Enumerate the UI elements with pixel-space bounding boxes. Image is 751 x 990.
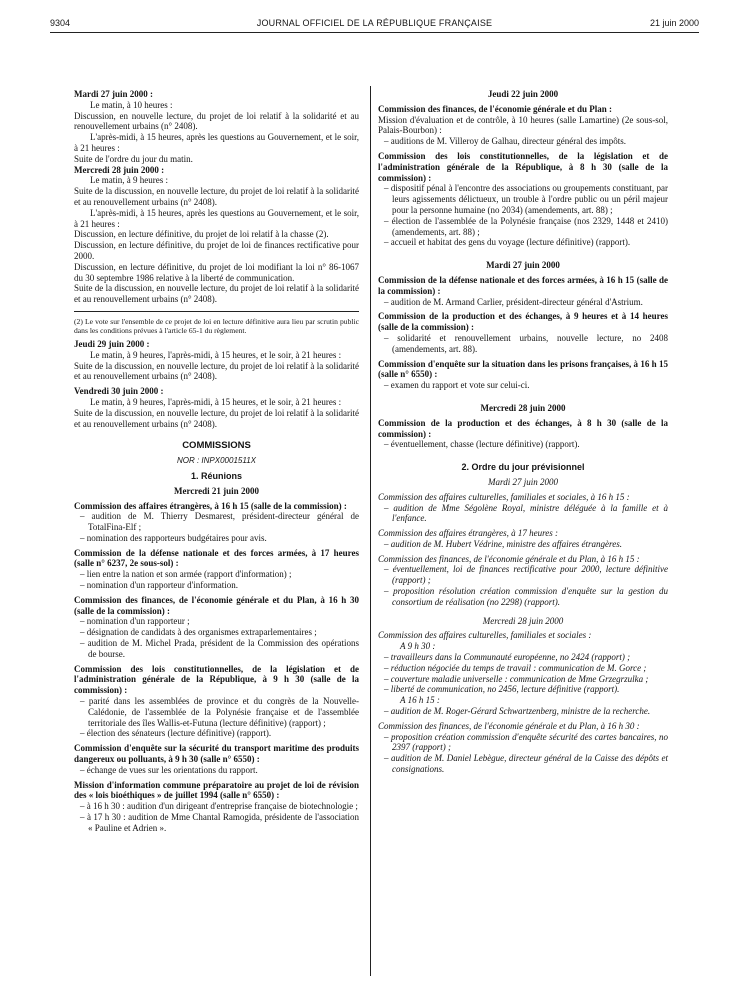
list-item: – proposition résolution création commission d'enquête sur la gestion du consortium de réalisation (no 2298) (rapport). <box>384 586 668 607</box>
list-item: – parité dans les assemblées de province et du congrès de la Nouvelle-Calédonie, de l'assemblée de la Polynésie française et de l'assemblée territoriale des îles Wallis-et-Futuna (lecture définitive) (rapport) ; <box>80 696 359 728</box>
list-item: – nomination d'un rapporteur d'information. <box>80 580 238 591</box>
list-item: – élection des sénateurs (lecture définitive) (rapport). <box>80 728 272 739</box>
list-item: – à 16 h 30 : audition d'un dirigeant d'entreprise française de biotechnologie ; <box>80 801 358 812</box>
commission-title: Commission des finances, de l'économie générale et du Plan : <box>378 103 612 114</box>
list-item: – audition de Mme Ségolène Royal, ministre déléguée à la famille et à l'enfance. <box>384 502 668 524</box>
page-number: 9304 <box>50 18 71 28</box>
commissions-heading: COMMISSIONS <box>182 440 251 452</box>
list-item: – éventuellement, loi de finances rectificative pour 2000, lecture définitive (rapport) ; <box>384 564 668 586</box>
list-item: – éventuellement, chasse (lecture définitive) (rapport). <box>384 439 580 450</box>
commission-title: Commission des finances, de l'économie générale et du Plan, à 16 h 15 : <box>378 553 640 564</box>
paragraph: Discussion, en lecture définitive, du projet de loi de finances rectificative pour 2000. <box>74 240 359 261</box>
list-item: – travailleurs dans la Communauté européenne, no 2424 (rapport) ; <box>384 652 631 663</box>
list-item: – échange de vues sur les orientations du rapport. <box>80 764 258 775</box>
paragraph: Suite de la discussion, en nouvelle lecture, du projet de loi relatif à la solidarité et au renouvellement urbains (n° 2408). <box>74 186 359 207</box>
left-column <box>74 89 359 834</box>
paragraph: Suite de la discussion, en nouvelle lecture, du projet de loi relatif à la solidarité et au renouvellement urbains (n° 2408). <box>74 283 359 305</box>
time-line: Le matin, à 9 heures, l'après-midi, à 15 heures, et le soir, à 21 heures : <box>90 349 342 360</box>
commission-title: Commission des lois constitutionnelles, de la législation et de l'administration générale de la République, à 9 h 30 (salle de la commission) : <box>74 663 359 696</box>
journal-title: JOURNAL OFFICIEL DE LA RÉPUBLIQUE FRANÇAISE <box>256 18 493 28</box>
date-heading: Mercredi 28 juin 2000 <box>480 402 566 413</box>
list-item: – liberté de communication, no 2456, lecture définitive (rapport). <box>384 684 620 695</box>
commission-title: Commission des finances, de l'économie générale et du Plan, à 16 h 30 : <box>378 720 640 731</box>
paragraph: Discussion, en lecture définitive, du projet de loi relatif à la chasse (2). <box>74 229 329 240</box>
date-heading: Jeudi 22 juin 2000 <box>487 89 559 99</box>
list-item: – nomination d'un rapporteur ; <box>80 616 190 627</box>
time-line: Le matin, à 9 heures : <box>90 175 168 186</box>
time-line: Le matin, à 9 heures, l'après-midi, à 15 heures, et le soir, à 21 heures : <box>90 396 342 407</box>
list-item: – lien entre la nation et son armée (rapport d'information) ; <box>80 569 292 580</box>
list-item: – audition de M. Thierry Desmarest, président-directeur général de TotalFina-Elf ; <box>80 511 359 533</box>
list-item: – auditions de M. Villeroy de Galhau, directeur général des impôts. <box>384 136 626 147</box>
commission-title: Commission de la défense nationale et des forces armées, à 16 h 15 (salle de la commission) : <box>378 274 668 296</box>
commission-title: Commission de la production et des échanges, à 8 h 30 (salle de la commission) : <box>378 417 668 439</box>
commission-title: Commission des affaires culturelles, familiales et sociales, à 16 h 15 : <box>378 491 630 502</box>
list-item: – nomination des rapporteurs budgétaires pour avis. <box>80 532 267 543</box>
commission-title: Commission des affaires culturelles, familiales et sociales : <box>378 630 592 641</box>
reunions-heading: 1. Réunions <box>190 470 242 481</box>
commission-title: Commission des affaires étrangères, à 16 h 15 (salle de la commission) : <box>74 500 347 511</box>
list-item: – accueil et habitat des gens du voyage (lecture définitive) (rapport). <box>384 237 631 248</box>
commission-title: Commission d'enquête sur la sécurité du transport maritime des produits dangereux ou polluants, à 9 h 30 (salle n° 6550) : <box>74 743 359 765</box>
day-heading: Jeudi 29 juin 2000 : <box>74 338 150 349</box>
right-column <box>378 89 668 775</box>
day-heading: Mardi 27 juin 2000 : <box>74 89 154 99</box>
paragraph: Discussion, en nouvelle lecture, du projet de loi relatif à la solidarité et au renouvellement urbains (n° 2408). <box>74 110 359 132</box>
issue-date: 21 juin 2000 <box>649 18 699 28</box>
footnote: (2) Le vote sur l'ensemble de ce projet de loi en lecture définitive aura lieu par scrutin public dans les conditions prévues à l'article 65-1 du règlement. <box>74 316 359 335</box>
date-heading: Mardi 27 juin 2000 <box>488 476 558 487</box>
time-line: A 16 h 15 : <box>400 695 440 706</box>
list-item: – audition de M. Roger-Gérard Schwartzenberg, ministre de la recherche. <box>384 706 651 717</box>
list-item: – dispositif pénal à l'encontre des associations ou groupements constituant, par leurs agissements délictueux, un trouble à l'ordre public ou un péril majeur pour la personne humaine (no 2034) (amendements, art. 88) ; <box>384 183 668 215</box>
column-divider <box>370 86 371 976</box>
paragraph: Suite de la discussion, en nouvelle lecture, du projet de loi relatif à la solidarité et au renouvellement urbains (n° 2408). <box>74 407 359 429</box>
list-item: – réduction négociée du temps de travail : communication de M. Gorce ; <box>384 662 647 673</box>
commission-title: Commission d'enquête sur la situation dans les prisons françaises, à 16 h 15 (salle n° 6550) : <box>378 358 668 380</box>
footnote-rule <box>74 311 359 312</box>
list-item: – désignation de candidats à des organismes extraparlementaires ; <box>80 627 317 638</box>
time-line: L'après-midi, à 15 heures, après les questions au Gouvernement, et le soir, à 21 heures : <box>74 132 359 153</box>
day-heading: Vendredi 30 juin 2000 : <box>74 386 164 397</box>
paragraph: Suite de l'ordre du jour du matin. <box>74 153 193 164</box>
list-item: – proposition création commission d'enquête sécurité des cartes bancaires, no 2397 (rapport) ; <box>384 731 668 753</box>
time-line: Le matin, à 10 heures : <box>90 99 173 110</box>
commission-title: Mission d'information commune préparatoire au projet de loi de révision des « lois bioéthiques » de juillet 1994 (salle n° 6550) : <box>74 779 359 801</box>
list-item: – à 17 h 30 : audition de Mme Chantal Ramogida, présidente de l'association « Pauline et Adrien ». <box>80 812 359 833</box>
header-rule <box>50 32 699 33</box>
list-item: – examen du rapport et vote sur celui-ci. <box>384 380 530 391</box>
list-item: – solidarité et renouvellement urbains, nouvelle lecture, no 2408 (amendements, art. 88). <box>384 332 668 354</box>
paragraph: Suite de la discussion, en nouvelle lecture, du projet de loi relatif à la solidarité et au renouvellement urbains (n° 2408). <box>74 360 359 382</box>
list-item: – audition de M. Armand Carlier, président-directeur général d'Astrium. <box>384 296 643 307</box>
list-item: – élection de l'assemblée de la Polynésie française (nos 2329, 1448 et 2410) (amendements, art. 88) ; <box>384 215 668 237</box>
commission-subtitle: Mission d'évaluation et de contrôle, à 10 heures (salle Lamartine) (2e sous-sol, Palais-Bourbon) : <box>378 114 668 136</box>
commission-title: Commission des affaires étrangères, à 17 heures : <box>378 528 558 539</box>
date-heading: Mardi 27 juin 2000 <box>486 260 560 271</box>
day-heading: Mercredi 28 juin 2000 : <box>74 164 165 175</box>
agenda-heading: 2. Ordre du jour prévisionnel <box>461 462 585 473</box>
list-item: – couverture maladie universelle : communication de Mme Grzegrzulka ; <box>384 673 649 684</box>
commission-title: Commission de la défense nationale et des forces armées, à 17 heures (salle n° 6237, 2e sous-sol) : <box>74 547 359 569</box>
commission-title: Commission des lois constitutionnelles, de la législation et de l'administration générale de la République, à 8 h 30 (salle de la commission) : <box>378 150 668 183</box>
date-heading: Mercredi 28 juin 2000 <box>482 615 564 626</box>
list-item: – audition de M. Hubert Védrine, ministre des affaires étrangères. <box>384 538 622 549</box>
paragraph: Discussion, en lecture définitive, du projet de loi modifiant la loi n° 86-1067 du 30 septembre 1986 relative à la liberté de communication. <box>74 261 359 283</box>
date-heading: Mercredi 21 juin 2000 <box>174 485 259 496</box>
list-item: – audition de M. Daniel Lebègue, directeur général de la Caisse des dépôts et consignations. <box>384 753 668 775</box>
commission-title: Commission des finances, de l'économie générale et du Plan, à 16 h 30 (salle de la commission) : <box>74 594 359 616</box>
time-line: L'après-midi, à 15 heures, après les questions au Gouvernement, et le soir, à 21 heures : <box>74 207 359 229</box>
time-line: A 9 h 30 : <box>400 641 436 652</box>
commission-title: Commission de la production et des échanges, à 9 heures et à 14 heures (salle de la commission) : <box>378 311 668 333</box>
list-item: – audition de M. Michel Prada, président de la Commission des opérations de bourse. <box>80 638 359 659</box>
nor-reference: NOR : INPX0001511X <box>176 456 256 466</box>
